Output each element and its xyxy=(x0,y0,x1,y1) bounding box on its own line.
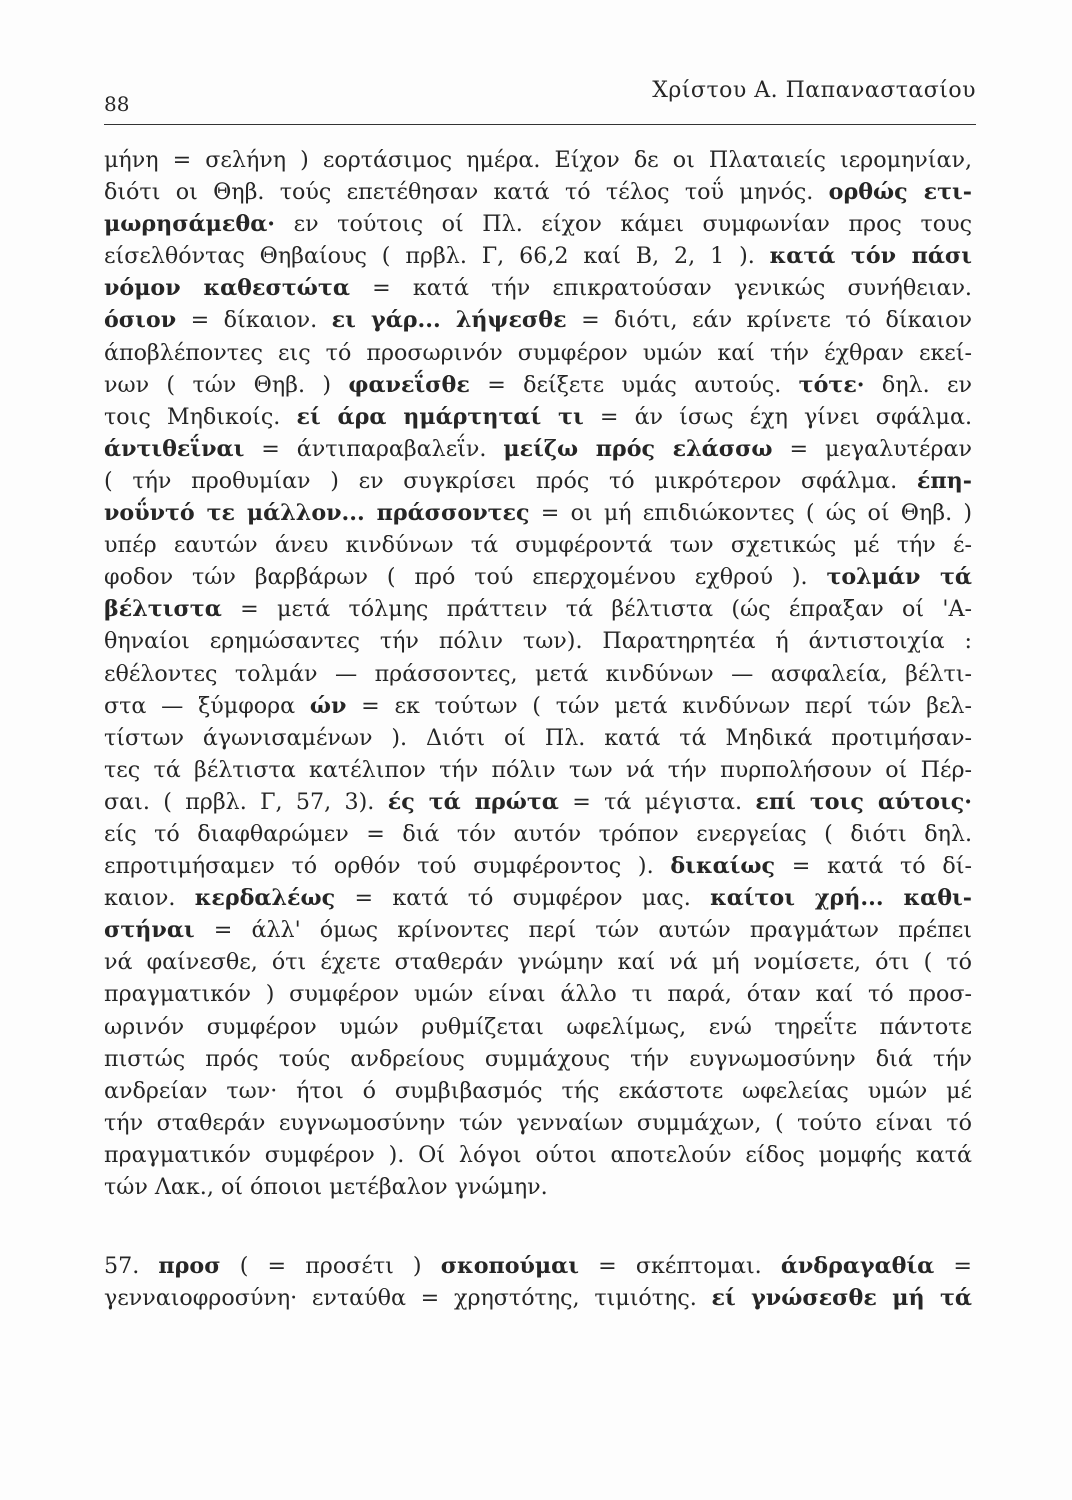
gloss-text: = οι μή επιδιώκοντες ( ώς οί Θηβ. ) xyxy=(529,500,972,527)
text-line xyxy=(104,176,972,208)
gloss-text: εθέλοντες τολμάν — πράσσοντες, μετά κινδύνων — ασφαλεία, βέλτι- xyxy=(104,660,972,687)
text-line xyxy=(104,304,972,336)
lemma: ορθώς ετι- xyxy=(828,179,972,206)
gloss-text: τήν σταθεράν ευγνωμοσύνην τών γενναίων συμμάχων, ( τούτο είναι τό xyxy=(104,1109,972,1136)
lemma: επί τοις αύτοις· xyxy=(755,788,973,815)
text-line xyxy=(104,978,972,1010)
lemma: εί άρα ημάρτηταί τι xyxy=(296,403,584,430)
gloss-text: = κατά τό δί- xyxy=(775,853,972,880)
gloss-text: νά φαίνεσθε, ότι έχετε σταθεράν γνώμην καί νά μή νομίσετε, ότι ( τό xyxy=(104,949,972,976)
text-line xyxy=(104,144,972,176)
gloss-text: = μεγαλυτέραν xyxy=(772,435,972,462)
gloss-text: ( τήν προθυμίαν ) εν συγκρίσει πρός τό μικρότερον σφάλμα. xyxy=(104,467,917,494)
gloss-text: = κατά τήν επικρατούσαν γενικώς συνήθειαν. xyxy=(349,275,972,302)
gloss-text: = κατά τό συμφέρον μας. xyxy=(335,885,711,912)
gloss-text: πραγματικόν ) συμφέρον υμών είναι άλλο τι παρά, όταν καί τό προσ- xyxy=(104,981,972,1008)
gloss-text: θηναίοι ερημώσαντες τήν πόλιν των). Παρατηρητέα ή άντιστοιχία : xyxy=(104,628,972,655)
lemma: καίτοι χρή... καθι- xyxy=(710,885,972,912)
text-line xyxy=(104,240,972,272)
gloss-text: μήνη = σελήνη ) εορτάσιμος ημέρα. Είχον δε οι Πλαταιείς ιερομηνίαν, xyxy=(104,147,972,173)
gloss-text: = άλλ' όμως κρίνοντες περί τών αυτών πραγμάτων πρέπει xyxy=(194,917,972,944)
gloss-text: υπέρ εαυτών άνευ κινδύνων τά συμφέροντά των σχετικώς μέ τήν έ- xyxy=(104,532,972,559)
lemma: μωρησάμεθα· xyxy=(104,211,276,238)
gloss-text: είς τό διαφθαρώμεν = διά τόν αυτόν τρόπον ενεργείας ( διότι δηλ. xyxy=(104,820,972,847)
lemma: κατά τόν πάσι xyxy=(769,243,973,270)
text-line xyxy=(104,272,972,304)
lemma: σκοπούμαι xyxy=(440,1253,579,1280)
lemma: προσ xyxy=(158,1253,221,1280)
lemma: ει γάρ... λήψεσθε xyxy=(331,307,567,334)
gloss-text: = δίκαιον. xyxy=(176,307,332,334)
gloss-text: 57. xyxy=(104,1253,159,1280)
gloss-text: φοδον τών βαρβάρων ( πρό τού επερχομένου εχθρού ). xyxy=(104,564,827,591)
text-line xyxy=(104,465,972,497)
gloss-text: = σκέπτομαι. xyxy=(578,1253,781,1280)
text-line xyxy=(104,690,972,722)
gloss-text: = διότι, εάν κρίνετε τό δίκαιον xyxy=(566,307,972,334)
page-header xyxy=(104,74,976,125)
text-line xyxy=(104,786,972,818)
gloss-text: τοις Μηδικοίς. xyxy=(104,403,297,430)
lemma: κερδαλέως xyxy=(194,885,336,912)
gloss-text: είσελθόντας Θηβαίους ( πρβλ. Γ, 66,2 καί Β, 2, 1 ). xyxy=(104,243,770,270)
gloss-text: πραγματικόν συμφέρον ). Οί λόγοι ούτοι αποτελούν είδος μομφής κατά xyxy=(104,1141,972,1168)
lemma: νόμον καθεστώτα xyxy=(104,275,350,302)
lemma: όσιον xyxy=(104,307,177,334)
gloss-text: στα — ξύμφορα xyxy=(104,692,310,719)
text-line xyxy=(104,529,972,561)
gloss-text: διότι οι Θηβ. τούς επετέθησαν κατά τό τέλος τοΰ μηνός. xyxy=(104,179,829,206)
gloss-text: τών Λακ., οί όποιοι μετέβαλον γνώμην. xyxy=(104,1174,548,1200)
text-line xyxy=(104,561,972,593)
gloss-text: γενναιοφροσύνη· ενταύθα = χρηστότης, τιμιότης. xyxy=(104,1285,712,1312)
text-line xyxy=(104,1250,972,1282)
gloss-text: άποβλέποντες εις τό προσωρινόν συμφέρον υμών καί τήν έχθραν εκεί- xyxy=(104,339,972,366)
text-line xyxy=(104,401,972,433)
lemma: μείζω πρός ελάσσω xyxy=(503,435,773,462)
text-line xyxy=(104,722,972,754)
page-number: 88 xyxy=(104,92,130,116)
text-line xyxy=(104,1075,972,1107)
lemma: βέλτιστα xyxy=(104,596,222,623)
text-line xyxy=(104,658,972,690)
text-line xyxy=(104,433,972,465)
lemma: άντιθεΐναι xyxy=(104,435,245,462)
lemma: εί γνώσεσθε μή τά xyxy=(711,1285,972,1312)
text-line xyxy=(104,1107,972,1139)
lemma: άνδραγαθία xyxy=(780,1253,935,1280)
gloss-text: = άντιπαραβαλεΐν. xyxy=(244,435,504,462)
gloss-text: σαι. ( πρβλ. Γ, 57, 3). xyxy=(104,788,388,815)
text-line xyxy=(104,337,972,369)
lemma: ών xyxy=(309,692,347,719)
lemma: έπη- xyxy=(916,467,972,494)
gloss-text: εν τούτοις οί Πλ. είχον κάμει συμφωνίαν προς τους xyxy=(275,211,972,238)
gloss-text: καιον. xyxy=(104,885,195,912)
gloss-text: δηλ. εν xyxy=(864,371,973,398)
text-line xyxy=(104,1139,972,1171)
text-line xyxy=(104,818,972,850)
text-line xyxy=(104,1043,972,1075)
lemma: νοΰντό τε μάλλον... πράσσοντες xyxy=(104,500,530,527)
text-line xyxy=(104,754,972,786)
text-line xyxy=(104,946,972,978)
gloss-text: νων ( τών Θηβ. ) xyxy=(104,371,349,398)
gloss-text: τες τά βέλτιστα κατέλιπον τήν πόλιν των νά τήν πυρπολήσουν οί Πέρ- xyxy=(104,756,972,783)
gloss-text: = xyxy=(934,1253,972,1280)
gloss-text: επροτιμήσαμεν τό ορθόν τού συμφέροντος ). xyxy=(104,853,671,880)
text-line xyxy=(104,497,972,529)
text-line xyxy=(104,593,972,625)
gloss-text: ( = προσέτι ) xyxy=(220,1253,441,1280)
gloss-text: ωρινόν συμφέρον υμών ρυθμίζεται ωφελίμως, ενώ τηρεΐτε πάντοτε xyxy=(104,1013,972,1040)
text-line xyxy=(104,625,972,657)
commentary-text xyxy=(104,144,972,1314)
gloss-text: = μετά τόλμης πράττειν τά βέλτιστα (ώς έπραξαν οί 'Α- xyxy=(221,596,972,623)
gloss-text: τίστων άγωνισαμένων ). Διότι οί Πλ. κατά τά Μηδικά προτιμήσαν- xyxy=(104,724,972,751)
gloss-text: = δείξετε υμάς αυτούς. xyxy=(469,371,799,398)
text-line xyxy=(104,1171,972,1203)
lemma: φανεΐσθε xyxy=(348,371,470,398)
text-line xyxy=(104,208,972,240)
gloss-text: = εκ τούτων ( τών μετά κινδύνων περί τών βελ- xyxy=(346,692,972,719)
gloss-text: = τά μέγιστα. xyxy=(558,788,756,815)
running-head: Χρίστου Α. Παπαναστασίου xyxy=(652,78,976,103)
gloss-text: ανδρείαν των· ήτοι ό συμβιβασμός τής εκάστοτε ωφελείας υμών μέ xyxy=(104,1077,972,1104)
lemma: δικαίως xyxy=(670,853,776,880)
text-line xyxy=(104,914,972,946)
lemma: τότε· xyxy=(798,371,865,398)
text-line xyxy=(104,1011,972,1043)
text-line xyxy=(104,1282,972,1314)
lemma: στήναι xyxy=(104,917,195,944)
text-line xyxy=(104,369,972,401)
gloss-text: = άν ίσως έχη γίνει σφάλμα. xyxy=(583,403,972,430)
text-line xyxy=(104,850,972,882)
lemma: ές τά πρώτα xyxy=(387,788,559,815)
gloss-text: πιστώς πρός τούς ανδρείους συμμάχους τήν ευγνωμοσύνην διά τήν xyxy=(104,1045,972,1072)
lemma: τολμάν τά xyxy=(826,564,972,591)
text-line xyxy=(104,882,972,914)
